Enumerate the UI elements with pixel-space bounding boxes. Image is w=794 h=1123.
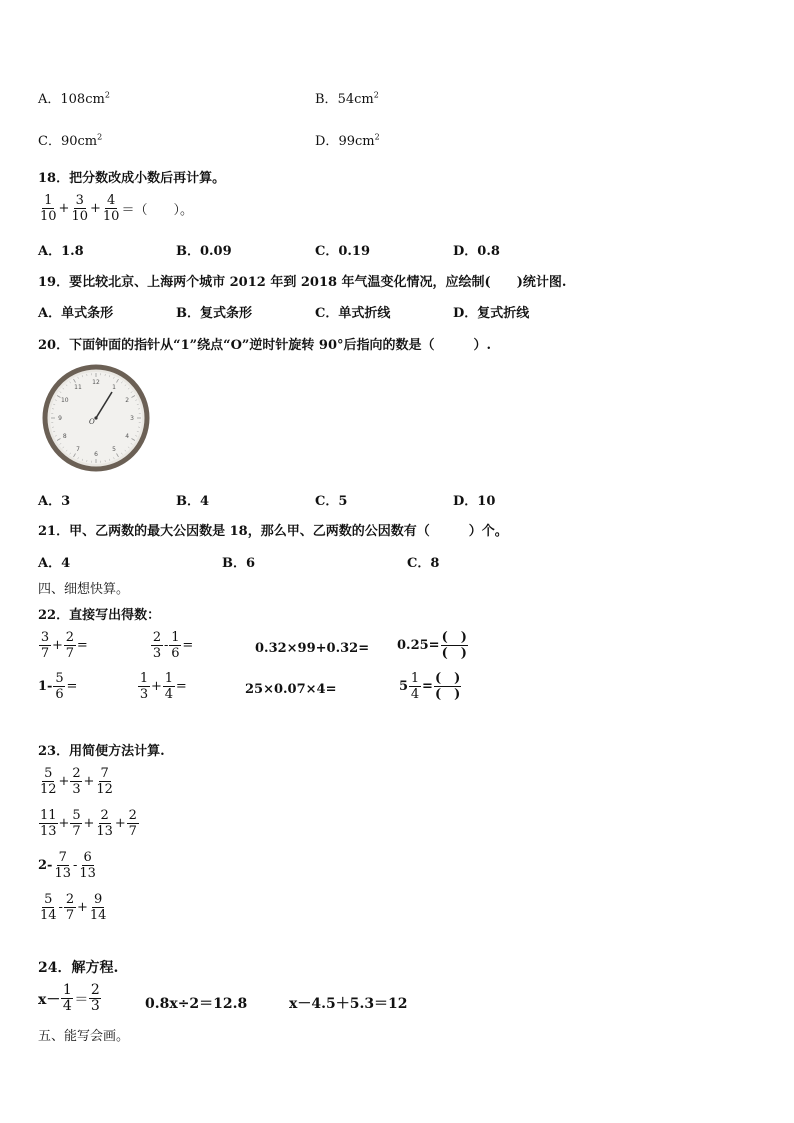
fraction: $\frac{3}{7}$ — [40, 630, 50, 661]
fraction-blank: $\frac{( )}{( )}$ — [434, 671, 461, 702]
q22-expr-5: 1- $\frac{5}{6}$ = — [38, 671, 78, 702]
q19-option-b: B．复式条形 — [176, 306, 252, 321]
fraction-blank: $\frac{( )}{( )}$ — [441, 630, 467, 661]
q24-equation-3: x－4.5＋5.3＝12 — [289, 996, 408, 1012]
fraction: $\frac{1}{4}$ — [62, 982, 72, 1014]
clock-center — [94, 416, 97, 419]
q21-option-b: B．6 — [222, 556, 256, 571]
q18-option-a: A．1.8 — [38, 244, 84, 259]
q17-option-d: D．$99cm^2$ — [315, 132, 380, 149]
fraction: $\frac{5}{6}$ — [55, 671, 64, 702]
q20-option-c: C．5 — [315, 494, 348, 509]
clock-number: 6 — [94, 451, 98, 458]
q21-title: 21．甲、乙两数的最大公因数是 18，那么甲、乙两数的公因数有（ ）个。 — [38, 524, 508, 539]
clock-number: 3 — [130, 415, 134, 422]
q24-equation-1: x－ $\frac{1}{4}$ ＝ $\frac{2}{3}$ — [38, 982, 100, 1014]
fraction: $\frac{5}{14}$ — [40, 892, 57, 923]
fraction: $\frac{1}{6}$ — [171, 630, 180, 661]
q22-expr-7: 25×0.07×4= — [245, 682, 337, 697]
fraction: $\frac{7}{13}$ — [54, 850, 71, 881]
q18-title: 18．把分数改成小数后再计算。 — [38, 171, 226, 186]
fraction: $\frac{2}{7}$ — [65, 892, 75, 923]
q22-expr-2: $\frac{2}{3}$ - $\frac{1}{6}$ = — [152, 630, 194, 661]
clock-number: 10 — [60, 397, 69, 404]
fraction: $\frac{1}{4}$ — [410, 671, 420, 702]
section-5-heading: 五、能写会画。 — [38, 1029, 130, 1044]
q22-expr-8: 5 $\frac{1}{4}$ = $\frac{( )}{( )}$ — [399, 671, 461, 702]
fraction: $\frac{2}{13}$ — [96, 808, 113, 839]
q23-expr-1: $\frac{5}{12}$ + $\frac{2}{3}$ + $\frac{7}{12}$ — [40, 766, 113, 797]
fraction: $\frac{1}{3}$ — [139, 671, 149, 702]
section-4-heading: 四、细想快算。 — [38, 582, 130, 597]
q18-expression: $\frac{1}{10}$ + $\frac{3}{10}$ + $\frac{4}{10}$ ＝（ ）。 — [40, 193, 193, 224]
fraction: $\frac{7}{12}$ — [96, 766, 113, 797]
fraction: $\frac{11}{13}$ — [40, 808, 57, 839]
clock-center-label: O — [89, 418, 95, 426]
q20-title: 20．下面钟面的指针从“1”绕点“O”逆时针旋转 90°后指向的数是（ ）. — [38, 338, 492, 353]
q23-expr-3: 2- $\frac{7}{13}$ - $\frac{6}{13}$ — [38, 850, 96, 881]
fraction: $\frac{4}{10}$ — [102, 193, 120, 224]
q18-option-b: B．0.09 — [176, 244, 232, 259]
q17-option-b: B．$54cm^2$ — [315, 90, 379, 107]
fraction: $\frac{3}{10}$ — [71, 193, 88, 224]
q23-expr-2: $\frac{11}{13}$ + $\frac{5}{7}$ + $\frac{2}{13}$ + $\frac{2}{7}$ — [40, 808, 137, 839]
q17-option-a: A．$108cm^2$ — [38, 90, 110, 107]
q18-option-c: C．0.19 — [315, 244, 371, 259]
fraction: $\frac{5}{12}$ — [40, 766, 57, 797]
fraction: $\frac{2}{3}$ — [90, 982, 100, 1014]
clock-number: 1 — [112, 383, 116, 391]
clock-number: 2 — [125, 397, 130, 404]
q19-title: 19．要比较北京、上海两个城市 2012 年到 2018 年气温变化情况，应绘制( )统计图. — [38, 275, 567, 290]
fraction: $\frac{2}{3}$ — [152, 630, 162, 661]
fraction: $\frac{1}{10}$ — [40, 193, 57, 224]
q18-option-d: D．0.8 — [453, 244, 500, 259]
q22-expr-1: $\frac{3}{7}$ + $\frac{2}{7}$ = — [40, 630, 88, 661]
q23-expr-4: $\frac{5}{14}$ - $\frac{2}{7}$ + $\frac{9}{14}$ — [40, 892, 107, 923]
q22-expr-4: 0.25= $\frac{( )}{( )}$ — [397, 630, 467, 661]
q22-expr-3: 0.32×99+0.32= — [255, 641, 370, 656]
q24-equation-2: 0.8x÷2＝12.8 — [145, 996, 248, 1012]
q17-option-c: C．$90cm^2$ — [38, 132, 103, 149]
clock-number: 9 — [58, 415, 62, 422]
q20-option-a: A．3 — [38, 494, 71, 509]
fraction: $\frac{1}{4}$ — [164, 671, 174, 702]
fraction: $\frac{6}{13}$ — [79, 850, 96, 881]
fraction: $\frac{5}{7}$ — [72, 808, 81, 839]
q20-option-b: B．4 — [176, 494, 210, 509]
fraction: $\frac{9}{14}$ — [89, 892, 107, 923]
clock-number: 12 — [92, 379, 100, 386]
q19-option-c: C．单式折线 — [315, 306, 391, 321]
q21-option-c: C．8 — [407, 556, 440, 571]
fraction: $\frac{2}{7}$ — [128, 808, 137, 839]
clock-number: 7 — [76, 446, 80, 454]
q22-title: 22．直接写出得数： — [38, 608, 161, 623]
fraction: $\frac{2}{7}$ — [65, 630, 75, 661]
q23-title: 23．用简便方法计算. — [38, 744, 165, 759]
clock-number: 4 — [125, 433, 130, 440]
q22-expr-6: $\frac{1}{3}$ + $\frac{1}{4}$ = — [139, 671, 187, 702]
q24-title: 24．解方程. — [38, 960, 119, 976]
clock-number: 8 — [62, 433, 67, 440]
clock-number: 11 — [74, 383, 82, 391]
q20-option-d: D．10 — [453, 494, 496, 509]
q21-option-a: A．4 — [38, 556, 71, 571]
clock-number: 5 — [112, 446, 116, 454]
q19-option-a: A．单式条形 — [38, 306, 114, 321]
fraction: $\frac{2}{3}$ — [72, 766, 81, 797]
clock-face — [41, 363, 151, 473]
q19-option-d: D．复式折线 — [453, 306, 530, 321]
